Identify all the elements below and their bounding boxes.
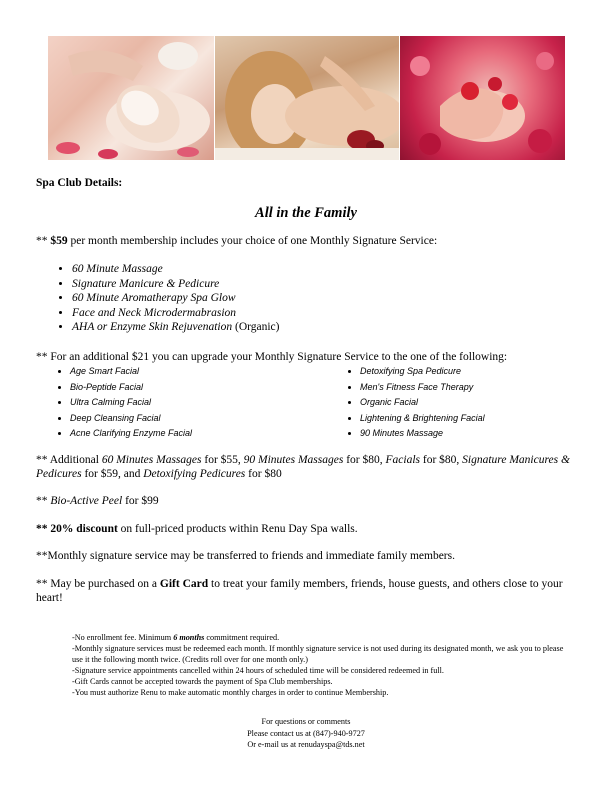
discount-text: on full-priced products within Renu Day Spa walls. bbox=[117, 523, 358, 535]
additional-pricing bbox=[36, 453, 576, 481]
service-label: AHA or Enzyme Skin Rejuvenation bbox=[72, 321, 233, 334]
giftcard-highlight: Gift Card bbox=[159, 578, 209, 590]
discount-line bbox=[36, 522, 576, 536]
additional-text: for $80, bbox=[343, 454, 386, 466]
service-item bbox=[72, 262, 279, 277]
upgrade-item: • Acne Clarifying Enzyme Facial bbox=[70, 426, 192, 442]
fine-print-line: -Signature service appointments cancelled within 24 hours of scheduled time will be considered redeemed in full. bbox=[72, 666, 444, 675]
membership-price: $59 bbox=[50, 235, 68, 247]
membership-prefix: ** bbox=[36, 235, 51, 247]
additional-text: for $59, and bbox=[81, 468, 144, 480]
service-label: Face and Neck Microdermabrasion bbox=[72, 306, 237, 319]
fine-print-line: -Monthly signature services must be redeemed each month. If monthly signature service is not used during its designated month, we ask you to please use it the following month twice. (Credits roll over for one month only.) bbox=[72, 644, 564, 664]
fine-print bbox=[72, 632, 572, 698]
service-item bbox=[72, 306, 279, 321]
massage-illustration bbox=[215, 36, 400, 160]
upgrade-item: • Age Smart Facial bbox=[70, 364, 192, 380]
service-item bbox=[72, 320, 279, 335]
upgrade-item: • Detoxifying Spa Pedicure bbox=[360, 364, 485, 380]
additional-text: ** Additional bbox=[36, 454, 102, 466]
giftcard-text: ** May be purchased on a bbox=[36, 578, 160, 590]
giftcard-text: to treat your family members, friends, house guests, and others close to your heart! bbox=[36, 578, 563, 604]
peel-line bbox=[36, 494, 576, 508]
additional-service: 60 Minutes Massages bbox=[101, 454, 202, 466]
membership-line bbox=[36, 234, 576, 248]
peel-price: for $99 bbox=[122, 495, 159, 507]
upgrade-list-left bbox=[52, 364, 192, 442]
fine-print-line: -Gift Cards cannot be accepted towards the payment of Spa Club memberships. bbox=[72, 677, 333, 686]
contact-phone: Please contact us at (847)-940-9727 bbox=[247, 728, 365, 738]
page-subtitle: All in the Family bbox=[255, 205, 357, 221]
upgrade-item: • Deep Cleansing Facial bbox=[70, 411, 192, 427]
fine-print-emphasis: 6 months bbox=[173, 633, 205, 642]
fine-print-text: -No enrollment fee. Minimum bbox=[72, 633, 174, 642]
facial-photo bbox=[48, 36, 214, 160]
fine-print-text: commitment required. bbox=[204, 633, 280, 642]
service-item bbox=[72, 291, 279, 306]
membership-text: per month membership includes your choice of one Monthly Signature Service: bbox=[67, 235, 438, 247]
additional-service: Detoxifying Pedicures bbox=[143, 468, 246, 480]
upgrade-item: • Organic Facial bbox=[360, 395, 485, 411]
additional-text: for $55, bbox=[201, 454, 244, 466]
discount-highlight: ** 20% discount bbox=[36, 523, 118, 535]
giftcard-line bbox=[36, 577, 576, 605]
transfer-line: **Monthly signature service may be transferred to friends and immediate family members. bbox=[36, 550, 455, 562]
upgrade-line: ** For an additional $21 you can upgrade your Monthly Signature Service to the one of the following: bbox=[36, 351, 508, 363]
facial-illustration bbox=[48, 36, 214, 160]
contact-email: Or e-mail us at renudayspa@tds.net bbox=[247, 740, 365, 749]
upgrade-item: • 90 Minutes Massage bbox=[360, 426, 485, 442]
upgrade-item: • Bio-Peptide Facial bbox=[70, 380, 192, 396]
banner bbox=[48, 36, 565, 160]
additional-text: for $80 bbox=[245, 468, 282, 480]
service-label: 60 Minute Massage bbox=[72, 263, 163, 275]
additional-text: for $80, bbox=[420, 454, 463, 466]
additional-service: 90 Minutes Massages bbox=[243, 454, 344, 466]
petals-illustration bbox=[400, 36, 565, 160]
fine-print-line: -You must authorize Renu to make automatic monthly charges in order to continue Membership. bbox=[72, 688, 389, 697]
service-label: Signature Manicure & Pedicure bbox=[72, 277, 220, 290]
upgrade-list-right bbox=[342, 364, 485, 442]
peel-name: Bio-Active Peel bbox=[50, 495, 123, 507]
service-item bbox=[72, 277, 279, 292]
contact-line: For questions or comments bbox=[261, 717, 351, 726]
service-suffix: (Organic) bbox=[232, 321, 280, 334]
section-heading: Spa Club Details: bbox=[36, 177, 123, 189]
massage-photo bbox=[215, 36, 400, 160]
upgrade-item: • Men's Fitness Face Therapy bbox=[360, 380, 485, 396]
service-label: 60 Minute Aromatherapy Spa Glow bbox=[72, 292, 236, 305]
contact-info bbox=[0, 716, 612, 751]
additional-service: Signature Manicures & Pedicures bbox=[36, 454, 570, 480]
peel-prefix: ** bbox=[36, 495, 51, 507]
additional-service: Facials bbox=[385, 454, 420, 466]
upgrade-item: • Lightening & Brightening Facial bbox=[360, 411, 485, 427]
upgrade-item: • Ultra Calming Facial bbox=[70, 395, 192, 411]
rose-petals-photo bbox=[400, 36, 565, 160]
signature-services-list bbox=[54, 262, 279, 335]
fine-print-line bbox=[72, 632, 572, 643]
